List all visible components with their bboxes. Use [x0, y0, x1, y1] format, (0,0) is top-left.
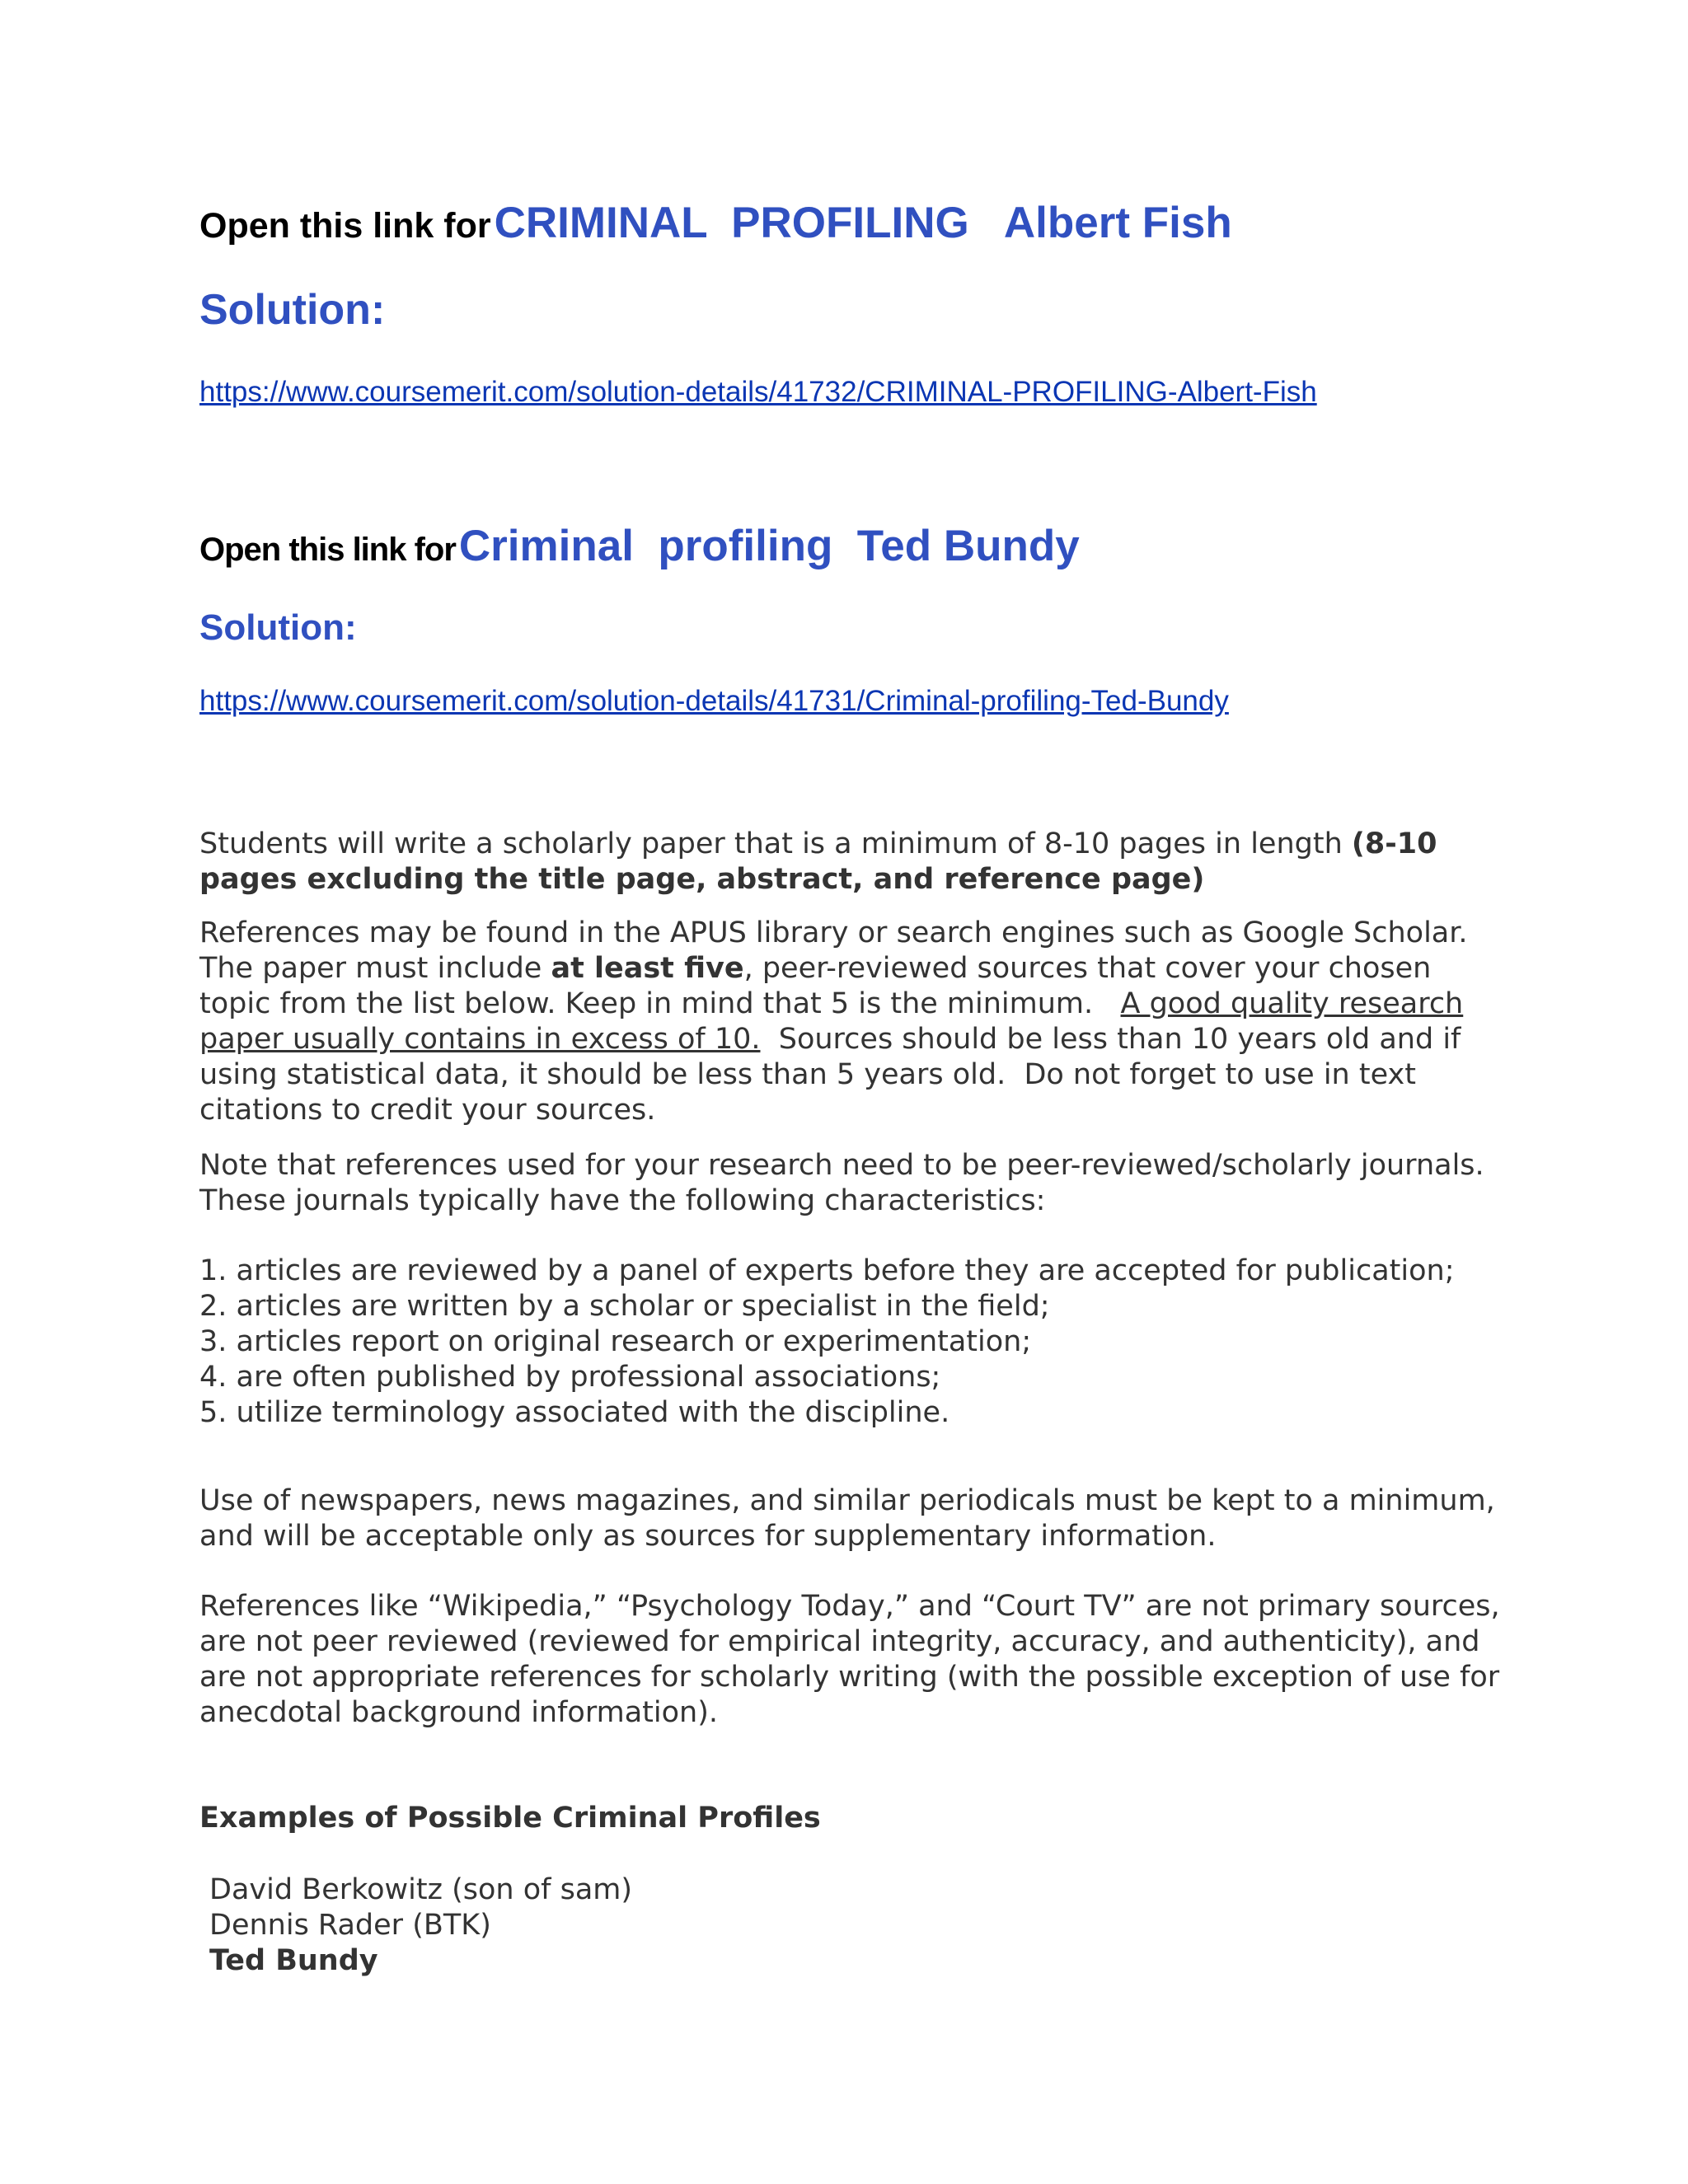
- section2-lead: Open this link for: [199, 532, 456, 568]
- paragraph-requirements: [199, 827, 1502, 898]
- para2-bold: at least five: [551, 952, 744, 985]
- list-item: 3. articles report on original research or experimentation;: [199, 1325, 1032, 1358]
- section2-heading: [199, 521, 1080, 571]
- para1-bold: (8-10 pages excluding the title page, abstract, and reference page): [199, 827, 1437, 896]
- list-item: 1. articles are reviewed by a panel of experts before they are accepted for publication;: [199, 1254, 1455, 1287]
- paragraph-wikipedia: [199, 1589, 1502, 1731]
- para2-text1: References may be found in the APUS library or search engines such as Google Scholar. The paper must include: [199, 916, 1468, 985]
- para4-text: Use of newspapers, news magazines, and similar periodicals must be kept to a minimum, and will be acceptable only as sources for supplementary information.: [199, 1484, 1495, 1553]
- para2-text2: , peer-reviewed sources that cover your chosen topic from the list below. Keep in mind that 5 is the minimum.: [199, 952, 1441, 1020]
- section1-heading: [199, 198, 1232, 248]
- list-item: 2. articles are written by a scholar or specialist in the field;: [199, 1290, 1050, 1323]
- paragraph-newspapers: [199, 1483, 1502, 1554]
- examples-heading: Examples of Possible Criminal Profiles: [199, 1802, 821, 1835]
- paragraph-references: [199, 916, 1502, 1128]
- para2-text3: Sources should be less than 10 years old and if using statistical data, it should be less than 5 years old. Do not forget to use in text citations to credit your sources.: [199, 1023, 1470, 1127]
- section2-topic: Criminal profiling Ted Bundy: [458, 522, 1080, 570]
- section2-solution-label: Solution:: [199, 607, 357, 648]
- profiles-list: [209, 1872, 632, 1979]
- section1-link[interactable]: https://www.coursemerit.com/solution-details/41732/CRIMINAL-PROFILING-Albert-Fish: [199, 376, 1317, 408]
- profile-item: Dennis Rader (BTK): [209, 1909, 491, 1942]
- list-item: 4. are often published by professional associations;: [199, 1361, 941, 1394]
- section1-solution-label: Solution:: [199, 286, 386, 334]
- section2-link[interactable]: https://www.coursemerit.com/solution-details/41731/Criminal-profiling-Ted-Bundy: [199, 685, 1229, 717]
- section1-lead: Open this link for: [199, 206, 491, 246]
- para2-underline: A good quality research paper usually contains in excess of 10.: [199, 987, 1464, 1056]
- section1-topic: CRIMINAL PROFILING Albert Fish: [494, 199, 1232, 247]
- para3-text: Note that references used for your research need to be peer-reviewed/scholarly journals. These journals typically have the following characteristics:: [199, 1149, 1484, 1217]
- characteristics-list: [199, 1254, 1502, 1431]
- para5-text: References like “Wikipedia,” “Psychology Today,” and “Court TV” are not primary sources, are not peer reviewed (reviewed for empirical integrity, accuracy, and authenticity), and are not appropriate references for scholarly writing (with the possible exception of use for anecdotal background information).: [199, 1590, 1500, 1729]
- list-item: 5. utilize terminology associated with the discipline.: [199, 1396, 950, 1429]
- paragraph-peer-review-note: [199, 1148, 1502, 1219]
- para1-text: Students will write a scholarly paper that is a minimum of 8-10 pages in length: [199, 827, 1352, 860]
- profile-item: David Berkowitz (son of sam): [209, 1873, 633, 1906]
- profile-item: Ted Bundy: [209, 1944, 378, 1977]
